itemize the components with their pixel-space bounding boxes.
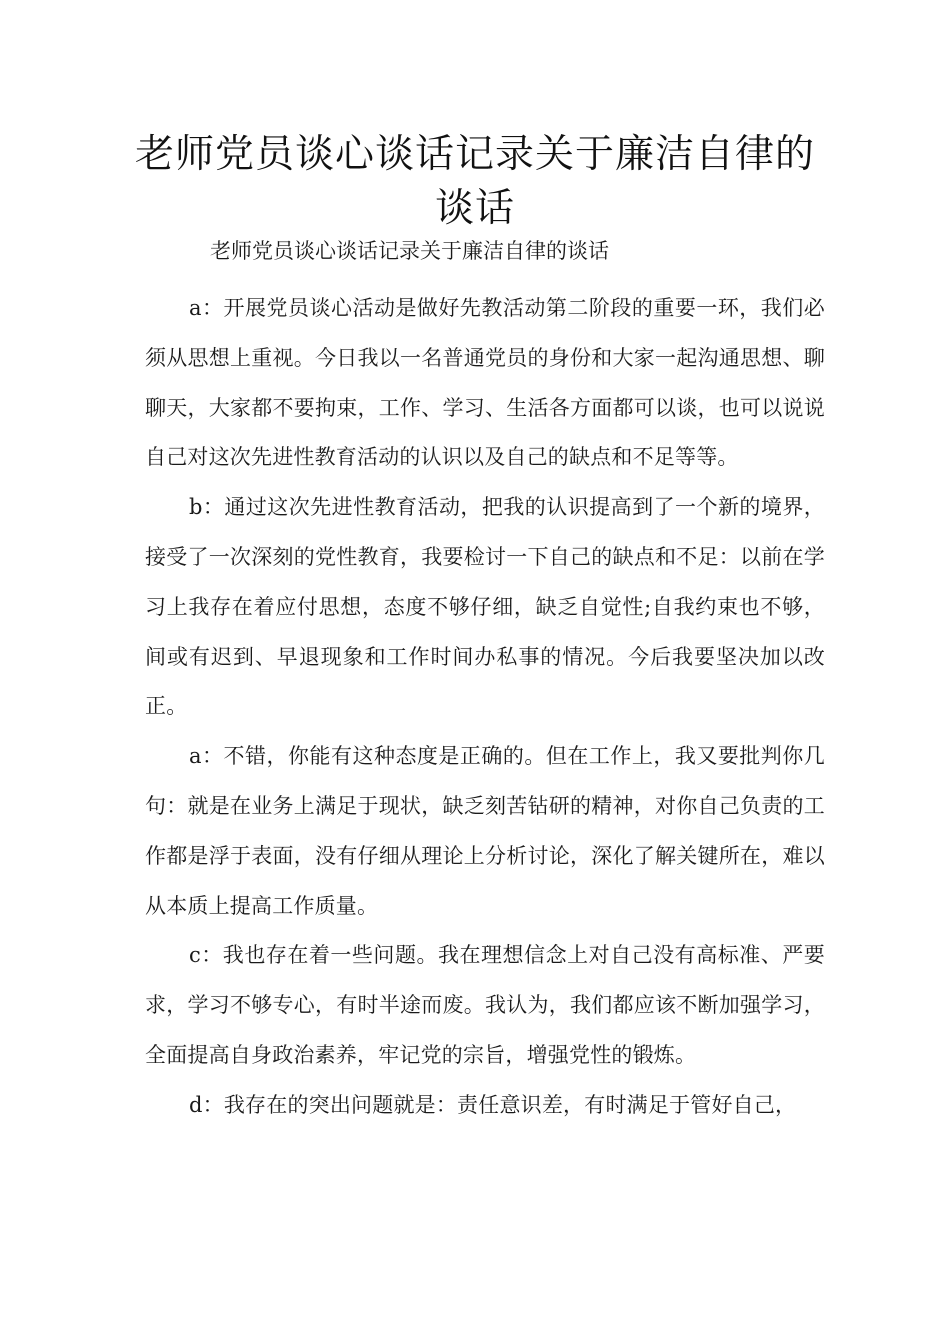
paragraph-d: d：我存在的突出问题就是：责任意识差，有时满足于管好自己， [189, 1092, 797, 1117]
document-body [145, 284, 825, 1131]
paragraph-c: c：我也存在着一些问题。我在理想信念上对自己没有高标准、严要求，学习不够专心，有时半途而废。我认为，我们都应该不断加强学习，全面提高自身政治素养，牢记党的宗旨，增强党性的锻炼。 [145, 943, 825, 1067]
document-title: 老师党员谈心谈话记录关于廉洁自律的谈话 [134, 132, 815, 231]
paragraph-a-2: a：不错，你能有这种态度是正确的。但在工作上，我又要批判你几句：就是在业务上满足于现状，缺乏刻苦钻研的精神，对你自己负责的工作都是浮于表面，没有仔细从理论上分析讨论，深化了解关键所在，难以从本质上提高工作质量。 [145, 744, 825, 918]
document-subtitle: 老师党员谈心谈话记录关于廉洁自律的谈话 [210, 239, 609, 263]
paragraph-a-1: a：开展党员谈心活动是做好先教活动第二阶段的重要一环，我们必须从思想上重视。今日我以一名普通党员的身份和大家一起沟通思想、聊聊天，大家都不要拘束，工作、学习、生活各方面都可以谈，也可以说说自己对这次先进性教育活动的认识以及自己的缺点和不足等等。 [145, 296, 825, 470]
paragraph-b: b：通过这次先进性教育活动，把我的认识提高到了一个新的境界，接受了一次深刻的党性教育，我要检讨一下自己的缺点和不足：以前在学习上我存在着应付思想，态度不够仔细，缺乏自觉性;自我约束也不够，间或有迟到、早退现象和工作时间办私事的情况。今后我要坚决加以改正。 [145, 495, 825, 719]
